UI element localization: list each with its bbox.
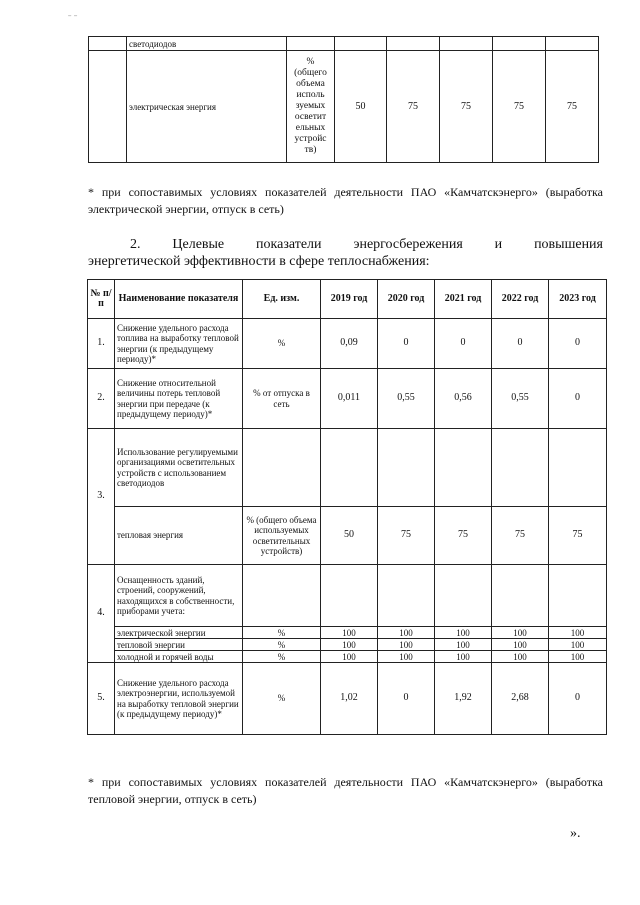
table-row: электрической энергии % 100 100 100 100 100 — [88, 627, 607, 639]
table-row — [89, 37, 599, 51]
unit-cell: % (общего объема исполь зуемых осветит ельных устройс тв) — [287, 51, 335, 163]
unit-cell: % (общего объема используемых осветительных устройств) — [243, 507, 321, 565]
value-cell: 0 — [435, 319, 492, 369]
value-cell: 0 — [378, 663, 435, 735]
header-year: 2021 год — [435, 280, 492, 319]
unit-cell: % — [243, 319, 321, 369]
heat-supply-indicators-table — [87, 279, 607, 735]
indicator-name: Снижение удельного расхода электроэнергии, используемой на выработку тепловой энергии (к предыдущему периоду)* — [115, 663, 243, 735]
table-row: холодной и горячей воды % 100 100 100 100 100 — [88, 651, 607, 663]
value-cell: 1,02 — [321, 663, 378, 735]
table-row: 3. Использование регулируемыми организациями осветительных устройств с использованием светодиодов — [88, 429, 607, 507]
value-cell: 0,011 — [321, 369, 378, 429]
value-cell: 75 — [549, 507, 607, 565]
value-cell: 0,56 — [435, 369, 492, 429]
indicator-name: Снижение удельного расхода топлива на выработку тепловой энергии (к предыдущему периоду)* — [115, 319, 243, 369]
indicator-name: Использование регулируемыми организациями осветительных устройств с использованием светодиодов — [115, 429, 243, 507]
scan-artifact-mark: ˉ ˉ — [68, 14, 78, 25]
value-cell: 2,68 — [492, 663, 549, 735]
header-year: 2020 год — [378, 280, 435, 319]
header-year: 2019 год — [321, 280, 378, 319]
closing-quote: ». — [570, 826, 581, 841]
table-row: 5. Снижение удельного расхода электроэнергии, используемой на выработку тепловой энергии (к предыдущему периоду)* % 1,02 0 1,92 2,68 0 — [88, 663, 607, 735]
value-cell: 1,92 — [435, 663, 492, 735]
value-cell: 75 — [435, 507, 492, 565]
value-cell: 75 — [493, 51, 546, 163]
value-cell: 0 — [492, 319, 549, 369]
indicator-name: Оснащенность зданий, строений, сооружений, находящихся в собственности, приборами учета: — [115, 565, 243, 627]
value-cell: 75 — [387, 51, 440, 163]
unit-cell: % от отпуска в сеть — [243, 369, 321, 429]
value-cell: 75 — [492, 507, 549, 565]
sub-indicator-name: тепловой энергии — [115, 639, 243, 651]
value-cell: 0 — [549, 663, 607, 735]
value-cell: 0 — [549, 319, 607, 369]
table-row — [89, 51, 599, 163]
header-num: № п/п — [88, 280, 115, 319]
table-row: 2. Снижение относительной величины потерь тепловой энергии при передаче (к предыдущему периоду)* % от отпуска в сеть 0,011 0,55 0,56 0,55 0 — [88, 369, 607, 429]
value-cell: 0 — [549, 369, 607, 429]
header-year: 2023 год — [549, 280, 607, 319]
value-cell: 75 — [378, 507, 435, 565]
continuation-table — [88, 36, 599, 163]
value-cell: 75 — [546, 51, 599, 163]
value-cell: 0 — [378, 319, 435, 369]
value-cell: 0,09 — [321, 319, 378, 369]
footnote-electric: * при сопоставимых условиях показателей деятельности ПАО «Камчатскэнерго» (выработка электрической энергии, отпуск в сеть) — [88, 185, 603, 216]
table-row — [88, 507, 607, 565]
table-row: тепловой энергии % 100 100 100 100 100 — [88, 639, 607, 651]
sub-indicator-name: электрической энергии — [115, 627, 243, 639]
row-name: светодиодов — [127, 37, 287, 51]
indicator-name: Снижение относительной величины потерь тепловой энергии при передаче (к предыдущему периоду)* — [115, 369, 243, 429]
value-cell: 0,55 — [492, 369, 549, 429]
sub-indicator-name: тепловая энергия — [115, 507, 243, 565]
value-cell: 0,55 — [378, 369, 435, 429]
row-name: электрическая энергия — [127, 51, 287, 163]
unit-cell: % — [243, 663, 321, 735]
header-unit: Ед. изм. — [243, 280, 321, 319]
value-cell: 50 — [321, 507, 378, 565]
value-cell: 75 — [440, 51, 493, 163]
footnote-heat: * при сопоставимых условиях показателей деятельности ПАО «Камчатскэнерго» (выработка тепловой энергии, отпуск в сеть) — [88, 775, 603, 806]
table-row: 4. Оснащенность зданий, строений, сооружений, находящихся в собственности, приборами учета: — [88, 565, 607, 627]
value-cell: 50 — [335, 51, 387, 163]
header-name: Наименование показателя — [115, 280, 243, 319]
sub-indicator-name: холодной и горячей воды — [115, 651, 243, 663]
header-year: 2022 год — [492, 280, 549, 319]
section-heading: 2. Целевые показатели энергосбережения и повышения энергетической эффективности в сфере теплоснабжения: — [88, 237, 603, 269]
header-row — [88, 280, 607, 319]
table-row: 1. Снижение удельного расхода топлива на выработку тепловой энергии (к предыдущему периоду)* % 0,09 0 0 0 0 — [88, 319, 607, 369]
